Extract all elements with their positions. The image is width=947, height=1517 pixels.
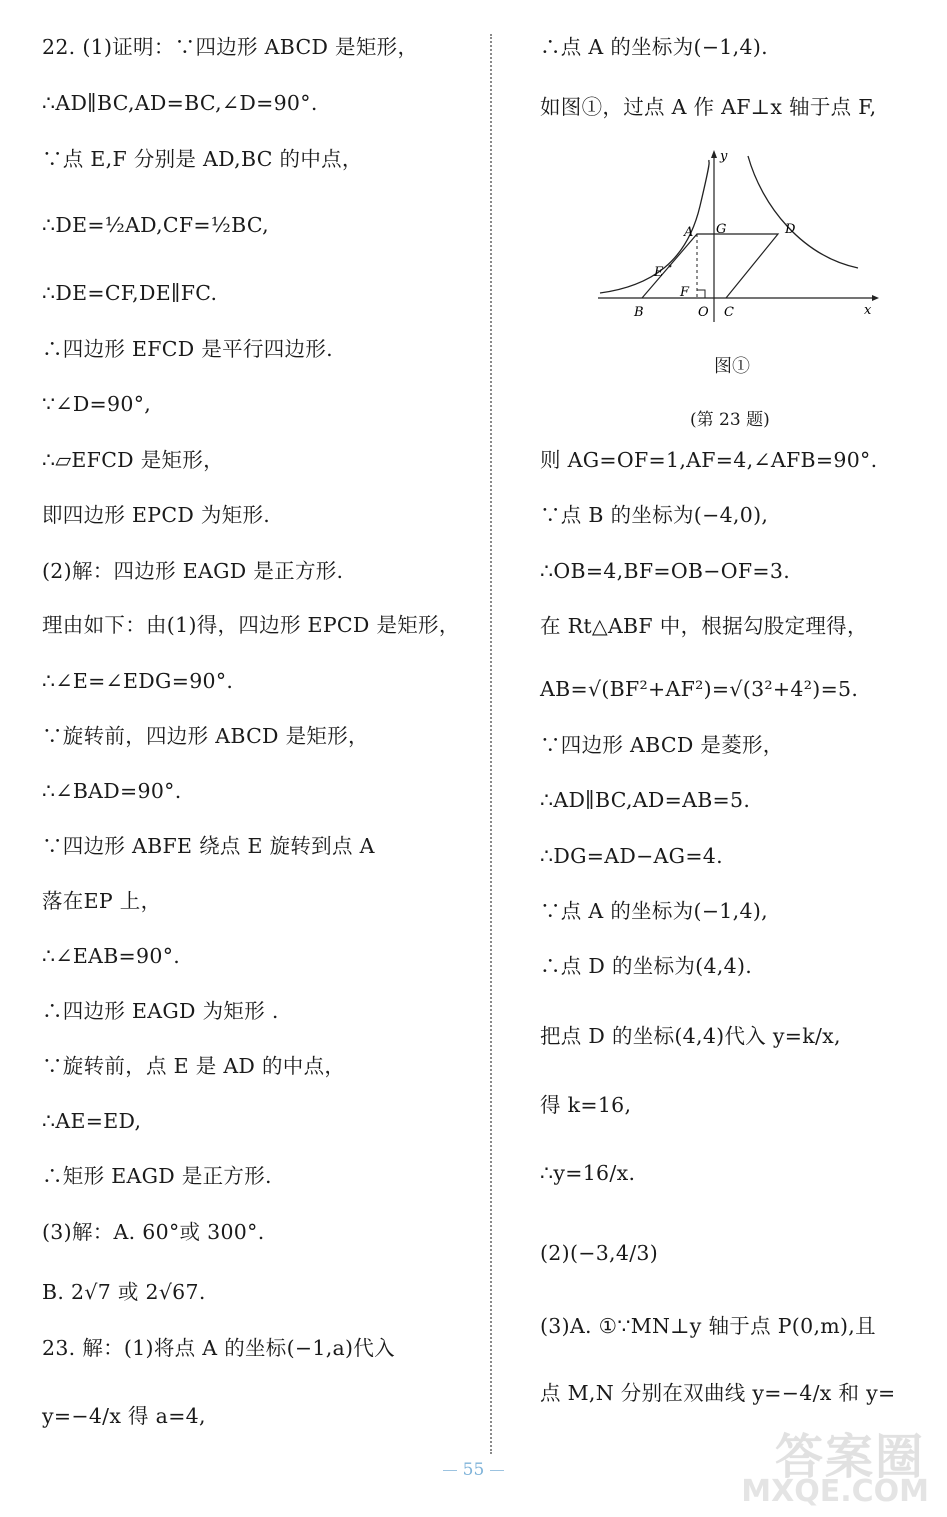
watermark-en: MXQE.COM: [741, 1474, 929, 1509]
text-line: B. 2√7 或 2√67.: [42, 1280, 206, 1304]
text-line: ∵旋转前，点 E 是 AD 的中点，: [42, 1054, 346, 1078]
text-line: 把点 D 的坐标(4,4)代入 y=k/x,: [540, 1024, 841, 1048]
text-line: (2)(−3,4/3): [540, 1241, 659, 1265]
label-f: F: [680, 285, 690, 300]
text-line: ∵∠D=90°,: [42, 392, 152, 416]
text-line: ∴AD∥BC,AD=AB=5.: [540, 788, 751, 812]
right-angle-mark: [697, 290, 705, 298]
text-line: 则 AG=OF=1,AF=4,∠AFB=90°.: [540, 448, 878, 472]
label-c: C: [724, 305, 734, 320]
label-y: y: [720, 149, 728, 164]
text-line: ∵四边形 ABCD 是菱形，: [540, 733, 784, 757]
text-line: ∴DE=CF,DE∥FC.: [42, 281, 218, 305]
text-line: ∴AE=ED,: [42, 1109, 142, 1133]
text-line: ∴DE=½AD,CF=½BC,: [42, 213, 269, 237]
text-line: ∴∠E=∠EDG=90°.: [42, 669, 234, 693]
x-axis-arrow: [872, 295, 879, 301]
text-line: ∴四边形 EFCD 是平行四边形.: [42, 337, 333, 361]
text-line: 如图①，过点 A 作 AF⊥x 轴于点 F,: [540, 95, 877, 119]
text-line: 23. 解：(1)将点 A 的坐标(−1,a)代入: [42, 1336, 395, 1360]
text-line: y=−4/x 得 a=4,: [42, 1404, 206, 1428]
figure-23-graph: [592, 146, 882, 326]
point-e: [669, 265, 672, 268]
label-e: E: [654, 265, 664, 280]
text-line: ∵四边形 ABFE 绕点 E 旋转到点 A: [42, 834, 375, 858]
watermark: [729, 1418, 939, 1514]
text-line: ∴矩形 EAGD 是正方形.: [42, 1164, 272, 1188]
text-line: ∴∠EAB=90°.: [42, 944, 181, 968]
watermark-cn: 答案圈: [774, 1429, 925, 1485]
y-axis-arrow: [711, 150, 717, 158]
label-x: x: [864, 303, 872, 318]
column-divider: [490, 34, 492, 1454]
text-line: ∴OB=4,BF=OB−OF=3.: [540, 559, 791, 583]
text-line: (2)解：四边形 EAGD 是正方形.: [42, 559, 344, 583]
text-line: (3)解：A. 60°或 300°.: [42, 1220, 265, 1244]
label-o: O: [698, 305, 709, 320]
text-line: ∴y=16/x.: [540, 1161, 636, 1185]
text-line: 22. (1)证明：∵四边形 ABCD 是矩形，: [42, 35, 419, 59]
question-caption: (第 23 题): [690, 410, 770, 430]
text-line: ∵点 E,F 分别是 AD,BC 的中点，: [42, 147, 363, 171]
text-line: AB=√(BF²+AF²)=√(3²+4²)=5.: [540, 677, 859, 701]
text-line: 点 M,N 分别在双曲线 y=−4/x 和 y=: [540, 1381, 896, 1405]
text-line: ∴点 A 的坐标为(−1,4).: [540, 35, 768, 59]
text-line: ∴DG=AD−AG=4.: [540, 844, 723, 868]
text-line: 得 k=16,: [540, 1093, 632, 1117]
text-line: ∴▱EFCD 是矩形，: [42, 448, 224, 472]
text-line: ∴点 D 的坐标为(4,4).: [540, 954, 753, 978]
figure-caption: 图①: [714, 356, 750, 377]
text-line: ∵点 B 的坐标为(−4,0),: [540, 503, 769, 527]
text-line: 在 Rt△ABF 中，根据勾股定理得，: [540, 614, 868, 638]
text-line: ∴四边形 EAGD 为矩形 .: [42, 999, 279, 1023]
text-line: ∵点 A 的坐标为(−1,4),: [540, 899, 768, 923]
text-line: (3)A. ①∵MN⊥y 轴于点 P(0,m),且: [540, 1314, 876, 1338]
text-line: ∵旋转前，四边形 ABCD 是矩形，: [42, 724, 369, 748]
label-g: G: [716, 222, 727, 237]
text-line: 落在EP 上，: [42, 889, 162, 913]
label-a: A: [684, 225, 694, 240]
text-line: 即四边形 EPCD 为矩形.: [42, 503, 271, 527]
text-line: ∴∠BAD=90°.: [42, 779, 182, 803]
text-line: 理由如下：由(1)得，四边形 EPCD 是矩形，: [42, 613, 460, 637]
label-b: B: [634, 305, 644, 320]
page-number-text: 55: [462, 1460, 485, 1480]
label-d: D: [785, 222, 796, 237]
text-line: ∴AD∥BC,AD=BC,∠D=90°.: [42, 91, 318, 115]
